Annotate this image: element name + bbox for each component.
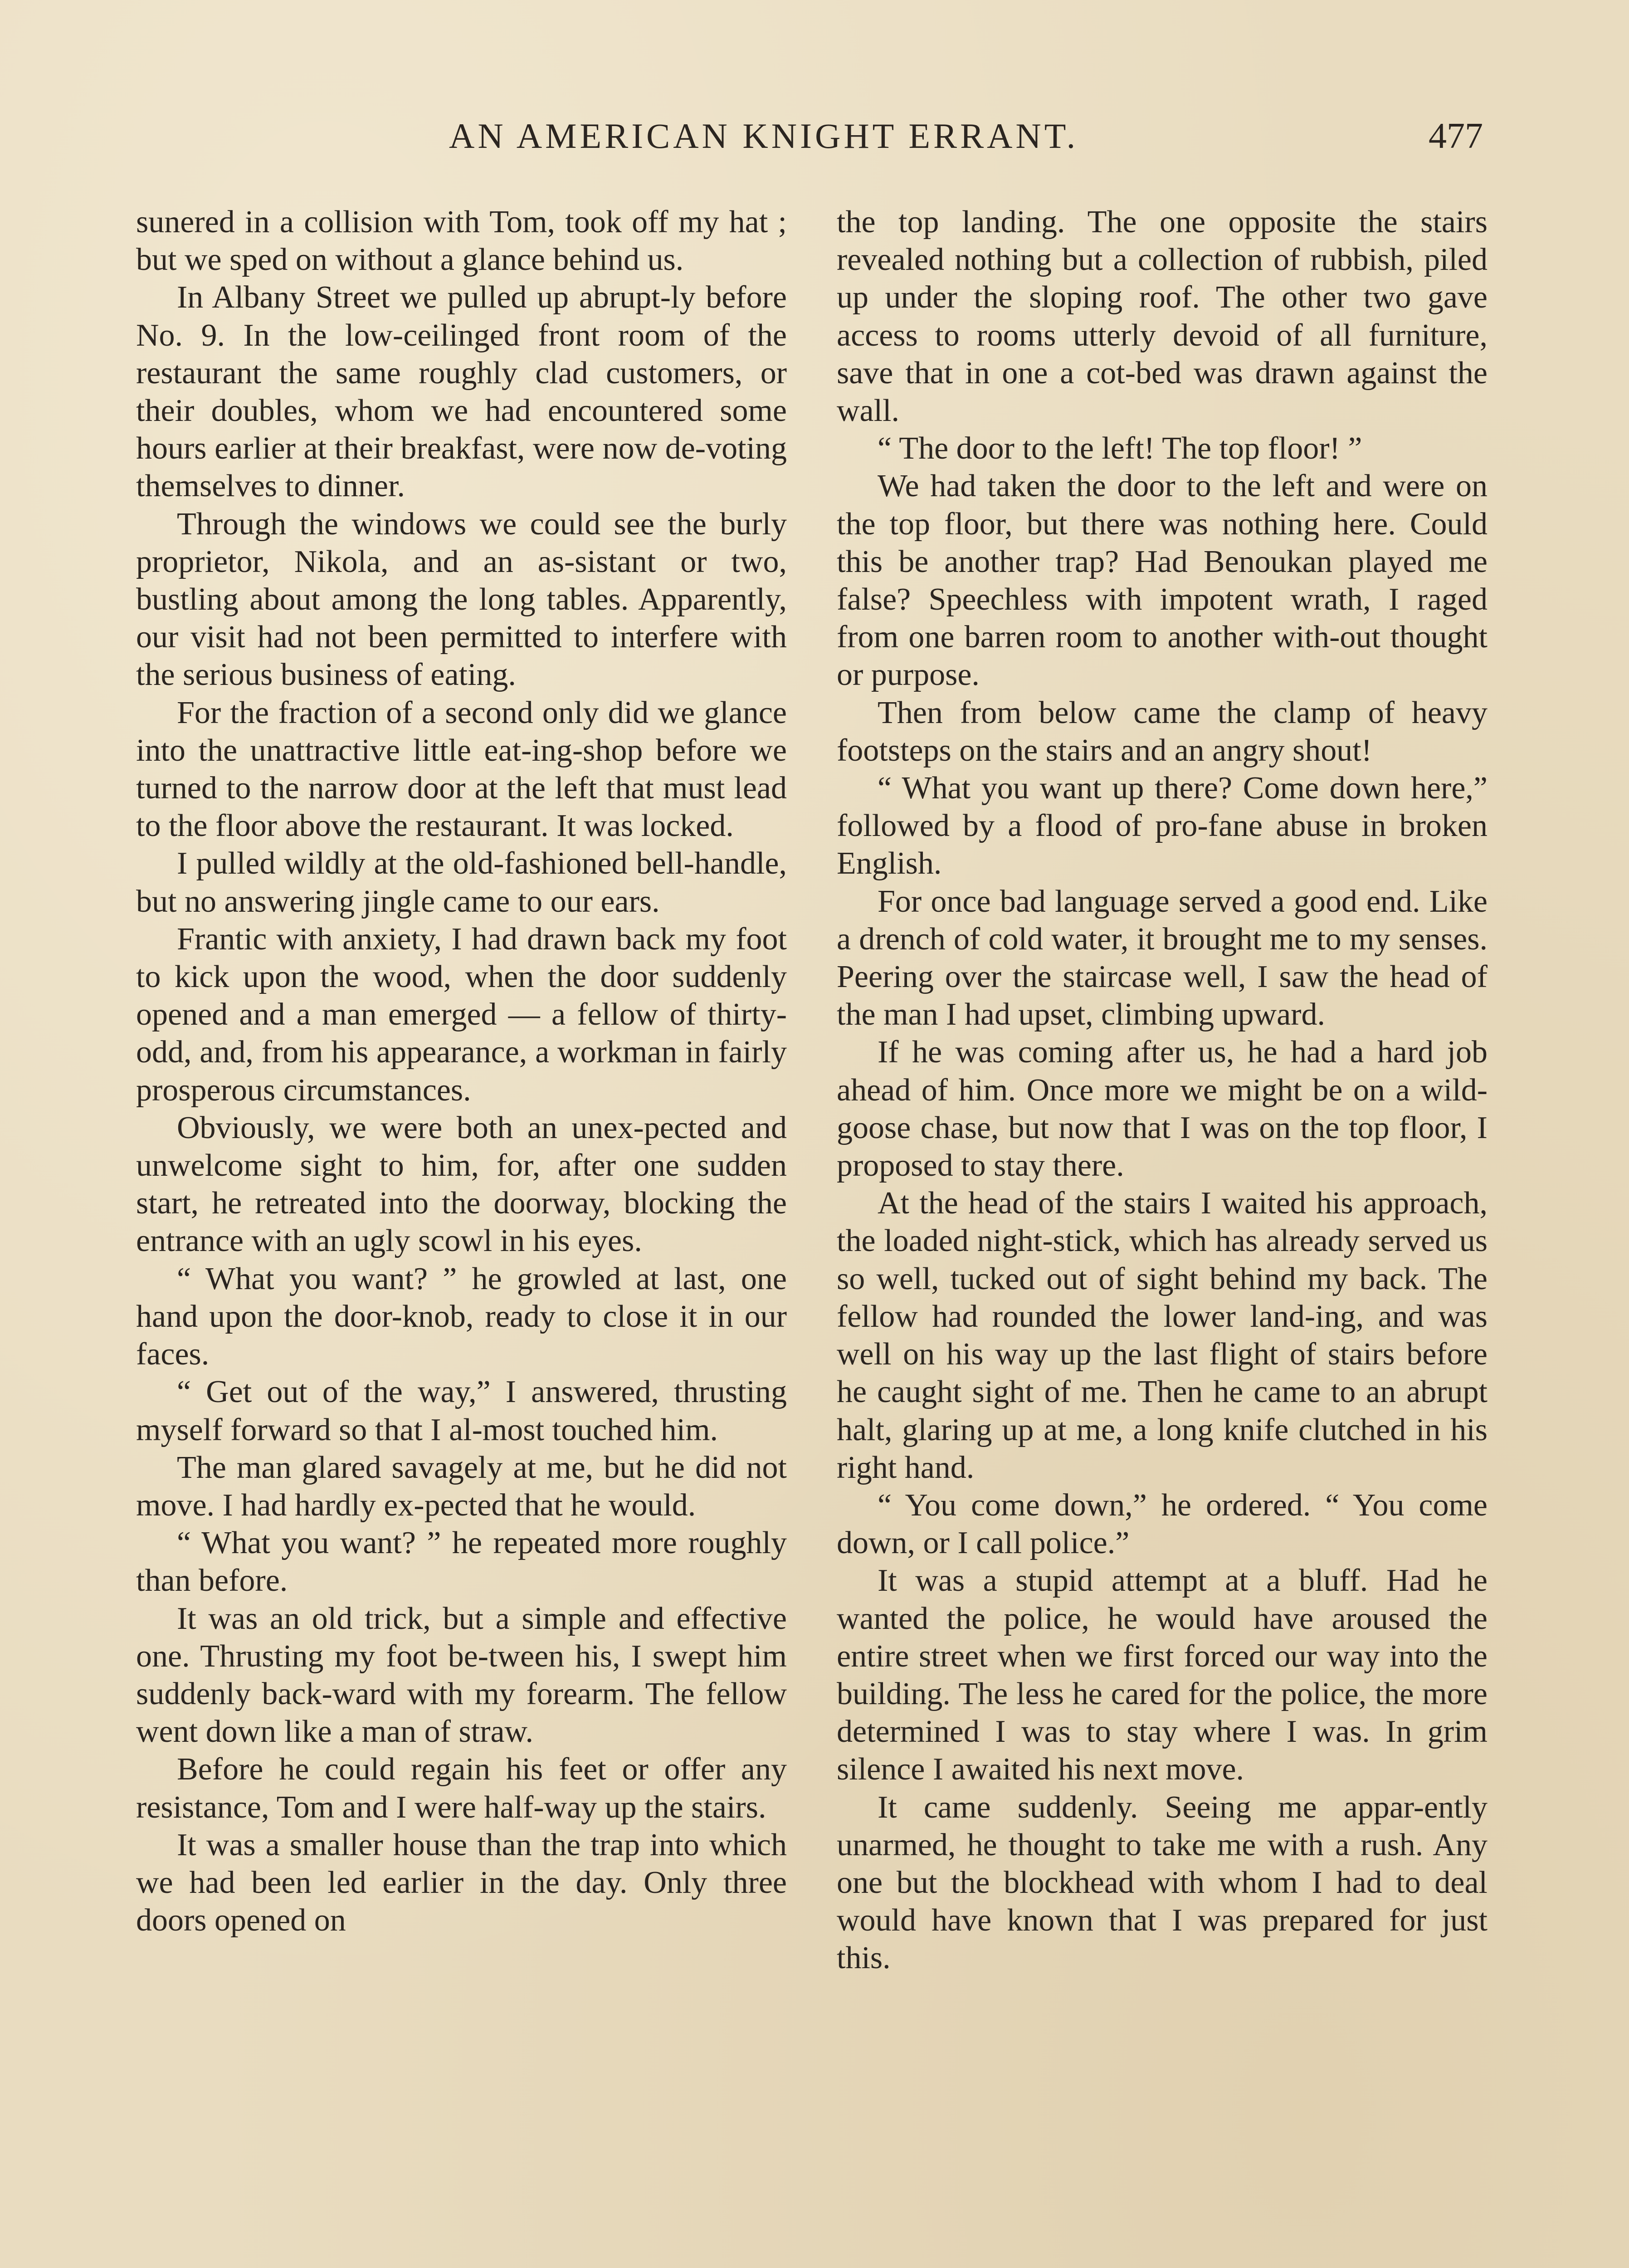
page-number: 477: [1429, 116, 1483, 156]
paragraph: “ What you want? ” he repeated more roughly than before.: [136, 1525, 787, 1598]
paragraph: At the head of the stairs I waited his approach, the loaded night-stick, which has already served us so well, tucked out of sight behind my back. The fellow had rounded the lower land-ing, and was well on his way up the last flight of stairs before he caught sight of me. Then he came to an abrupt halt, glaring up at me, a long knife clutched in his right hand.: [837, 1186, 1488, 1485]
paragraph: For the fraction of a second only did we glance into the unattractive little eat-ing-shop before we turned to the narrow door at the left that must lead to the floor above the restaurant. It was locked.: [136, 695, 787, 844]
paragraph: For once bad language served a good end. Like a drench of cold water, it brought me to my senses. Peering over the staircase well, I saw the head of the man I had upset, climbing upward.: [837, 884, 1488, 1032]
paragraph: It was a stupid attempt at a bluff. Had he wanted the police, he would have aroused the entire street when we first forced our way into the building. The less he cared for the police, the more determined I was to stay where I was. In grim silence I awaited his next move.: [837, 1563, 1488, 1787]
paragraph: “ What you want? ” he growled at last, one hand upon the door-knob, ready to close it in our faces.: [136, 1261, 787, 1372]
paragraph: Obviously, we were both an unex-pected and unwelcome sight to him, for, after one sudden start, he retreated into the doorway, blocking the entrance with an ugly scowl in his eyes.: [136, 1110, 787, 1259]
paragraph: Frantic with anxiety, I had drawn back my foot to kick upon the wood, when the door suddenly opened and a man emerged — a fellow of thirty-odd, and, from his appearance, a workman in fairly prosperous circumstances.: [136, 921, 787, 1108]
paragraph: The man glared savagely at me, but he did not move. I had hardly ex-pected that he would.: [136, 1450, 787, 1523]
paragraph: “ Get out of the way,” I answered, thrusting myself forward so that I al-most touched him.: [136, 1374, 787, 1447]
paragraph: sunered in a collision with Tom, took off my hat ; but we sped on without a glance behind us.: [136, 205, 787, 278]
paragraph: It was an old trick, but a simple and effective one. Thrusting my foot be-tween his, I swept him suddenly back-ward with my forearm. The fellow went down like a man of straw.: [136, 1601, 787, 1750]
paragraph: “ You come down,” he ordered. “ You come down, or I call police.”: [837, 1487, 1488, 1561]
paragraph: It came suddenly. Seeing me appar-ently unarmed, he thought to take me with a rush. Any one but the blockhead with whom I had to deal would have known that I was prepared for just this.: [837, 1789, 1488, 1976]
running-title: AN AMERICAN KNIGHT ERRANT.: [449, 116, 1079, 156]
paragraph: “ The door to the left! The top floor! ”: [878, 431, 1362, 466]
paragraph: Then from below came the clamp of heavy footsteps on the stairs and an angry shout!: [837, 695, 1488, 768]
paragraph: It was a smaller house than the trap into which we had been led earlier in the day. Only three doors opened on: [136, 1827, 787, 1938]
running-head: [0, 116, 1629, 166]
right-column: [837, 203, 1488, 1977]
paragraph: If he was coming after us, he had a hard job ahead of him. Once more we might be on a wild-goose chase, but now that I was on the top floor, I proposed to stay there.: [837, 1035, 1488, 1183]
paragraph: the top landing. The one opposite the stairs revealed nothing but a collection of rubbish, piled up under the sloping roof. The other two gave access to rooms utterly devoid of all furniture, save that in one a cot-bed was drawn against the wall.: [837, 205, 1488, 429]
paragraph: Before he could regain his feet or offer any resistance, Tom and I were half-way up the stairs.: [136, 1752, 787, 1825]
paragraph: In Albany Street we pulled up abrupt-ly before No. 9. In the low-ceilinged front room of the restaurant the same roughly clad customers, or their doubles, whom we had encountered some hours earlier at their breakfast, were now de-voting themselves to dinner.: [136, 280, 787, 504]
paragraph: “ What you want up there? Come down here,” followed by a flood of pro-fane abuse in broken English.: [837, 771, 1488, 881]
left-column: [136, 203, 787, 1939]
paragraph: I pulled wildly at the old-fashioned bell-handle, but no answering jingle came to our ears.: [136, 846, 787, 919]
paragraph: Through the windows we could see the burly proprietor, Nikola, and an as-sistant or two, bustling about among the long tables. Apparently, our visit had not been permitted to interfere with the serious business of eating.: [136, 506, 787, 693]
paragraph: We had taken the door to the left and were on the top floor, but there was nothing here. Could this be another trap? Had Benoukan played me false? Speechless with impotent wrath, I raged from one barren room to another with-out thought or purpose.: [837, 469, 1488, 693]
